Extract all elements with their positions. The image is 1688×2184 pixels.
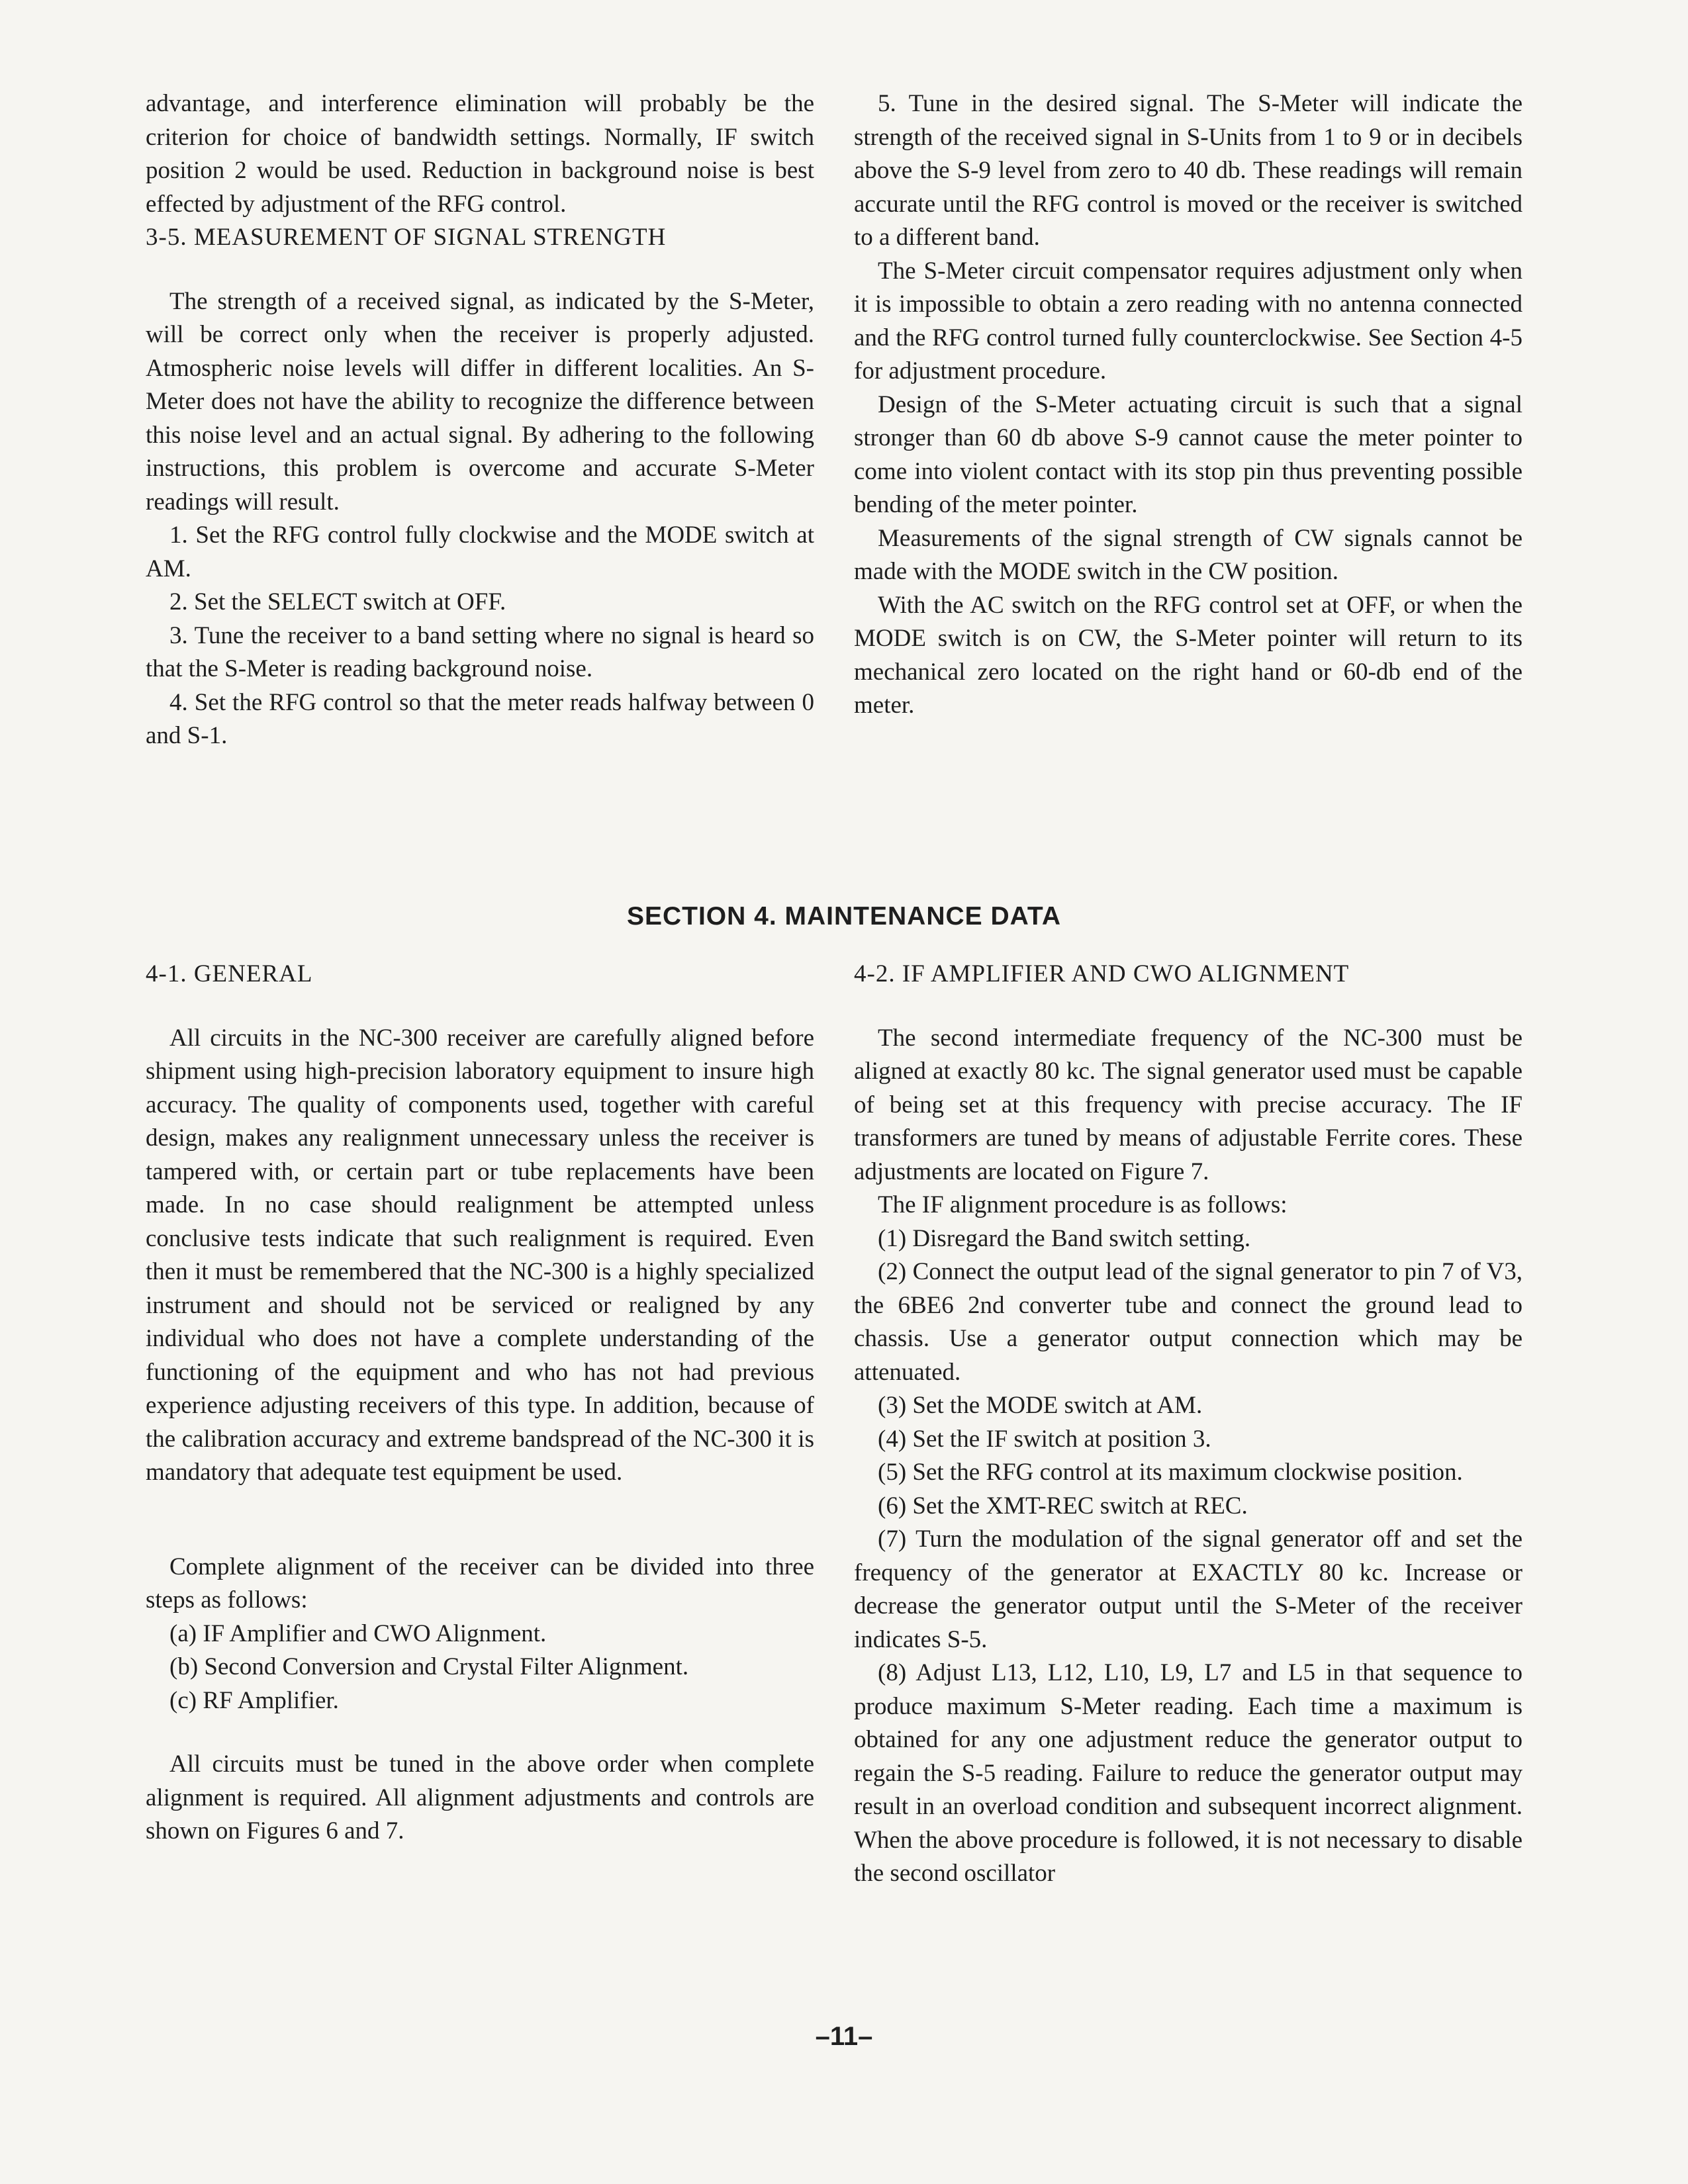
procedure-step-1: (1) Disregard the Band switch setting.	[878, 1224, 1251, 1252]
list-item-a: (a) IF Amplifier and CWO Alignment.	[169, 1619, 547, 1647]
procedure-step-6: (6) Set the XMT-REC switch at REC.	[878, 1492, 1248, 1520]
step-4: 4. Set the RFG control so that the meter reads halfway between 0 and S-1.	[146, 688, 814, 749]
paragraph-actuating-circuit: Design of the S-Meter actuating circuit is such that a signal stronger than 60 db above S-9 cannot cause the meter pointer to come into violent contact with its stop pin thus preventing possible bending of the meter pointer.	[854, 390, 1523, 518]
heading-4-1: 4-1. GENERAL	[146, 960, 313, 987]
procedure-step-8: (8) Adjust L13, L12, L10, L9, L7 and L5 in that sequence to produce maximum S-Meter reading. Each time a maximum is obtained for any one adjustment reduce the generator output to regain the S-5 reading. Failure to reduce the generator output may result in an overload condition and subsequent incorrect alignment. When the above procedure is followed, it is not necessary to disable the second oscillator	[854, 1659, 1523, 1887]
paragraph-alignment-steps: Complete alignment of the receiver can be divided into three steps as follows:	[146, 1553, 814, 1614]
left-column-bottom	[146, 958, 814, 1848]
procedure-step-5: (5) Set the RFG control at its maximum clockwise position.	[878, 1459, 1463, 1486]
paragraph-compensator: The S-Meter circuit compensator requires adjustment only when it is impossible to obtain a zero reading with no antenna connected and the RFG control turned fully counterclockwise. See Section 4-5 for adjustment procedure.	[854, 257, 1523, 385]
page-number: –11–	[815, 2022, 873, 2051]
right-column-top	[854, 87, 1523, 723]
paragraph-bandwidth: advantage, and interference elimination will probably be the criterion for choice of bandwidth settings. Normally, IF switch position 2 would be used. Reduction in background noise is best effected by adjustment of the RFG control.	[146, 90, 814, 218]
left-column-top	[146, 87, 814, 753]
step-5: 5. Tune in the desired signal. The S-Meter will indicate the strength of the received signal in S-Units from 1 to 9 or in decibels above the S-9 level from zero to 40 db. These readings will remain accurate until the RFG control is moved or the receiver is switched to a different band.	[854, 90, 1523, 251]
paragraph-signal-strength: The strength of a received signal, as indicated by the S-Meter, will be correct only when the receiver is properly adjusted. Atmospheric noise levels will differ in different localities. An S-Meter does not have the ability to recognize the difference between this noise level and an actual signal. By adhering to the following instructions, this problem is overcome and accurate S-Meter readings will result.	[146, 287, 814, 516]
procedure-step-7: (7) Turn the modulation of the signal generator off and set the frequency of the generator at EXACTLY 80 kc. Increase or decrease the generator output until the S-Meter of the receiver indicates S-5.	[854, 1525, 1523, 1653]
list-item-b: (b) Second Conversion and Crystal Filter Alignment.	[169, 1653, 689, 1680]
paragraph-tuning-order: All circuits must be tuned in the above order when complete alignment is required. All alignment adjustments and controls are shown on Figures 6 and 7.	[146, 1751, 814, 1844]
step-1: 1. Set the RFG control fully clockwise and the MODE switch at AM.	[146, 522, 814, 582]
paragraph-general: All circuits in the NC-300 receiver are carefully aligned before shipment using high-precision laboratory equipment to insure high accuracy. The quality of components used, together with careful design, makes any realignment unnecessary unless the receiver is tampered with, or certain part or tube replacements have been made. In no case should realignment be attempted unless conclusive tests indicate that such realignment is required. Even then it must be remembered that the NC-300 is a highly specialized instrument and should not be serviced or realigned by any individual who does not have a complete understanding of the functioning of the equipment and who has not had previous experience adjusting receivers of this type. In addition, because of the calibration accuracy and extreme bandspread of the NC-300 it is mandatory that adequate test equipment be used.	[146, 1024, 814, 1486]
heading-4-2: 4-2. IF AMPLIFIER AND CWO ALIGNMENT	[854, 960, 1350, 987]
heading-3-5: 3-5. MEASUREMENT OF SIGNAL STRENGTH	[146, 224, 667, 251]
procedure-step-4: (4) Set the IF switch at position 3.	[878, 1425, 1211, 1453]
procedure-step-2: (2) Connect the output lead of the signal generator to pin 7 of V3, the 6BE6 2nd converter tube and connect the ground lead to chassis. Use a generator output connection which may be attenuated.	[854, 1258, 1523, 1386]
right-column-bottom	[854, 958, 1523, 1891]
paragraph-intermediate-frequency: The second intermediate frequency of the NC-300 must be aligned at exactly 80 kc. The signal generator used must be capable of being set at this frequency with precise accuracy. The IF transformers are tuned by means of adjustable Ferrite cores. These adjustments are located on Figure 7.	[854, 1024, 1523, 1185]
paragraph-cw-signals: Measurements of the signal strength of CW signals cannot be made with the MODE switch in the CW position.	[854, 524, 1523, 585]
paragraph-procedure-intro: The IF alignment procedure is as follows:	[878, 1191, 1288, 1218]
list-item-c: (c) RF Amplifier.	[169, 1686, 339, 1714]
procedure-step-3: (3) Set the MODE switch at AM.	[878, 1392, 1203, 1419]
section-title: SECTION 4. MAINTENANCE DATA	[626, 902, 1062, 931]
step-3: 3. Tune the receiver to a band setting where no signal is heard so that the S-Meter is reading background noise.	[146, 621, 814, 682]
paragraph-ac-switch: With the AC switch on the RFG control set at OFF, or when the MODE switch is on CW, the S-Meter pointer will return to its mechanical zero located on the right hand or 60-db end of the meter.	[854, 591, 1523, 719]
step-2: 2. Set the SELECT switch at OFF.	[169, 588, 506, 615]
